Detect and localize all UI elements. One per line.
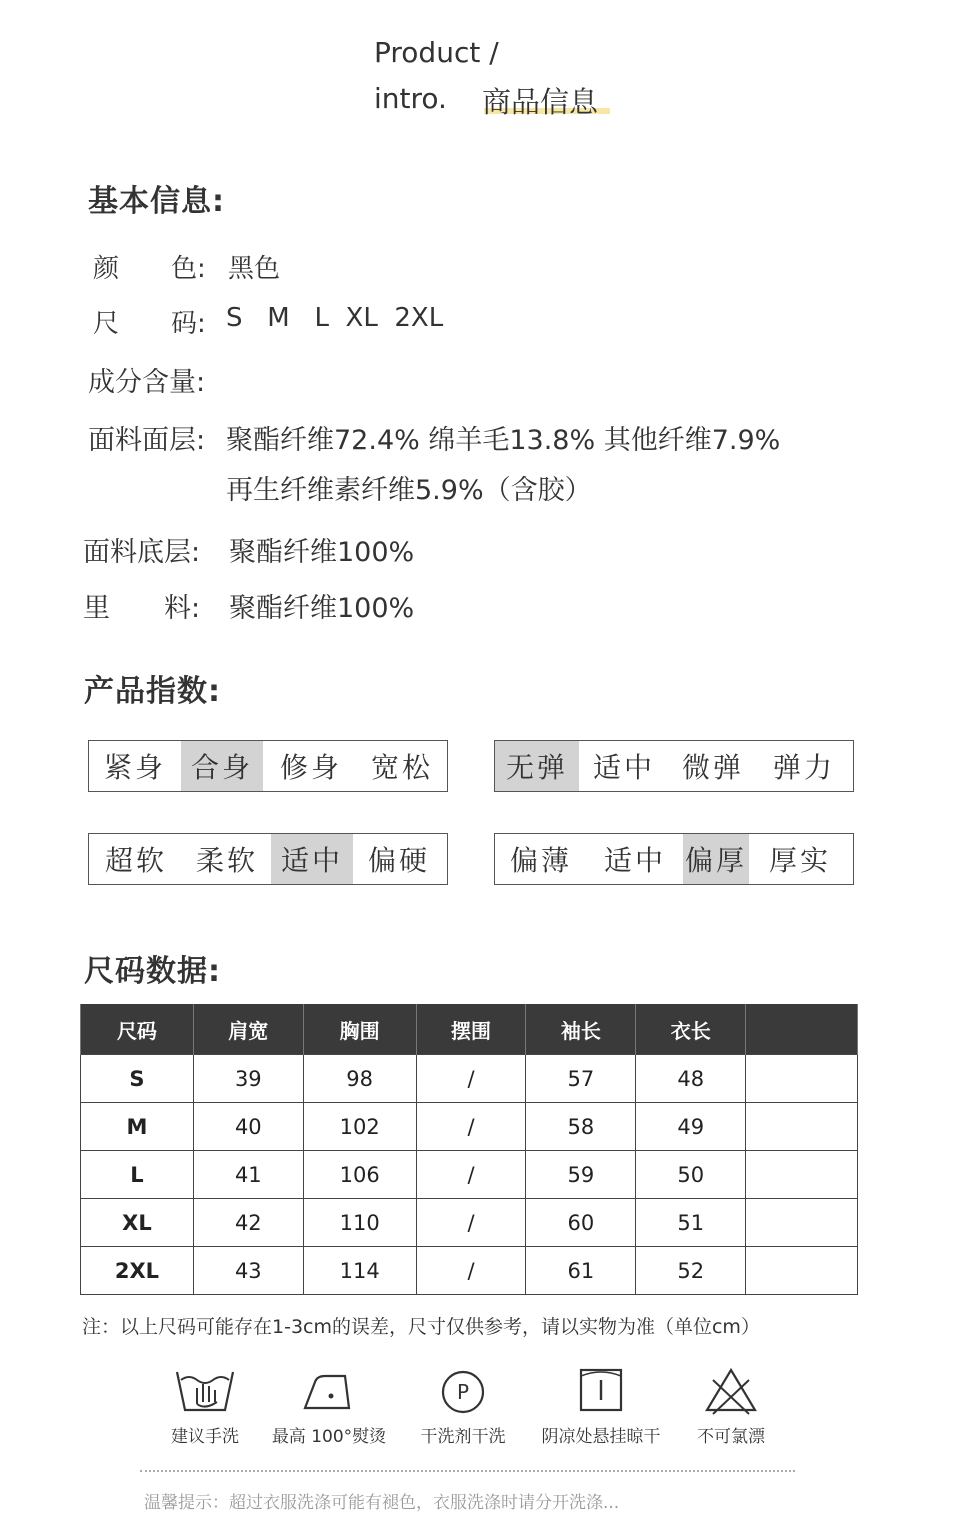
table-row — [81, 1199, 858, 1247]
composition-heading: 成分含量: — [88, 367, 206, 398]
thickness-option: 偏薄 — [509, 844, 572, 877]
fit-option: 紧身 — [103, 751, 166, 784]
outer-layer-line1: 聚酯纤维72.4% 绵羊毛13.8% 其他纤维7.9% — [226, 425, 781, 456]
thickness-option: 适中 — [603, 844, 666, 877]
elasticity-option: 无弹 — [495, 741, 579, 791]
column-header: 肩宽 — [193, 1004, 303, 1055]
table-cell: 48 — [636, 1055, 746, 1103]
basic-info-heading: 基本信息: — [88, 184, 225, 219]
table-row — [81, 1151, 858, 1199]
table-cell: 98 — [303, 1055, 416, 1103]
table-cell — [746, 1055, 858, 1103]
hang-dry-icon — [569, 1366, 633, 1416]
size-table — [80, 1004, 858, 1295]
table-cell: 106 — [303, 1151, 416, 1199]
table-cell: / — [416, 1151, 526, 1199]
iron-icon — [297, 1366, 361, 1416]
base-layer-label: 面料底层: — [83, 537, 201, 568]
care-item-dry-clean — [388, 1366, 538, 1447]
size-table-heading: 尺码数据: — [84, 954, 221, 989]
hand-wash-icon — [173, 1366, 237, 1416]
table-cell — [746, 1199, 858, 1247]
table-cell: 49 — [636, 1103, 746, 1151]
table-cell: 51 — [636, 1199, 746, 1247]
table-cell: 110 — [303, 1199, 416, 1247]
table-row — [81, 1103, 858, 1151]
elasticity-option: 微弹 — [681, 751, 744, 784]
size-table-header-row — [81, 1004, 858, 1055]
table-row — [81, 1055, 858, 1103]
fit-option: 宽松 — [370, 751, 433, 784]
table-cell: 102 — [303, 1103, 416, 1151]
table-cell: / — [416, 1055, 526, 1103]
care-item-no-bleach — [656, 1366, 806, 1447]
table-cell: 40 — [193, 1103, 303, 1151]
dry-clean-icon — [431, 1366, 495, 1416]
table-cell: 61 — [526, 1247, 636, 1295]
column-header: 袖长 — [526, 1004, 636, 1055]
color-value: 黑色 — [228, 254, 281, 284]
care-item-iron — [254, 1366, 404, 1447]
table-cell: L — [81, 1151, 194, 1199]
thickness-option: 偏厚 — [683, 834, 749, 884]
lining-value: 聚酯纤维100% — [229, 593, 415, 624]
softness-scale — [88, 833, 448, 885]
outer-layer-label: 面料面层: — [88, 425, 206, 456]
table-cell: 59 — [526, 1151, 636, 1199]
table-cell: 50 — [636, 1151, 746, 1199]
table-cell — [746, 1103, 858, 1151]
care-label: 最高 100°熨烫 — [271, 1427, 387, 1447]
title-chinese: 商品信息 — [482, 85, 599, 119]
table-row — [81, 1247, 858, 1295]
care-label: 干洗剂干洗 — [420, 1427, 506, 1447]
table-cell: 58 — [526, 1103, 636, 1151]
table-cell: XL — [81, 1199, 194, 1247]
table-cell: 60 — [526, 1199, 636, 1247]
table-cell: 57 — [526, 1055, 636, 1103]
fit-option: 修身 — [279, 751, 342, 784]
base-layer-value: 聚酯纤维100% — [229, 537, 415, 568]
size-note: 注：以上尺码可能存在1-3cm的误差，尺寸仅供参考，请以实物为准（单位cm） — [82, 1316, 760, 1338]
elasticity-option: 弹力 — [772, 751, 835, 784]
thickness-option: 厚实 — [768, 844, 831, 877]
softness-option: 超软 — [104, 844, 167, 877]
elasticity-option: 适中 — [592, 751, 655, 784]
column-header: 衣长 — [636, 1004, 746, 1055]
svg-text:P: P — [456, 1380, 470, 1404]
size-value: S M L XL 2XL — [226, 303, 444, 333]
table-cell — [746, 1247, 858, 1295]
outer-layer-line2: 再生纤维素纤维5.9%（含胶） — [226, 475, 592, 506]
column-header: 胸围 — [303, 1004, 416, 1055]
care-label: 不可氯漂 — [697, 1427, 765, 1447]
care-item-hang-dry — [526, 1366, 676, 1447]
table-cell: 41 — [193, 1151, 303, 1199]
table-cell: / — [416, 1247, 526, 1295]
table-cell: 52 — [636, 1247, 746, 1295]
table-cell: 39 — [193, 1055, 303, 1103]
table-cell: 114 — [303, 1247, 416, 1295]
color-label: 颜 色: — [93, 254, 206, 284]
table-cell: S — [81, 1055, 194, 1103]
table-cell: M — [81, 1103, 194, 1151]
column-header: 尺码 — [81, 1004, 194, 1055]
care-label: 建议手洗 — [171, 1427, 239, 1447]
size-label: 尺 码: — [93, 309, 206, 339]
table-cell — [746, 1151, 858, 1199]
no-bleach-icon — [699, 1366, 763, 1416]
table-cell: 43 — [193, 1247, 303, 1295]
title-english-line1: Product / — [374, 36, 499, 69]
table-cell: / — [416, 1103, 526, 1151]
softness-option: 偏硬 — [367, 844, 430, 877]
lining-label: 里 料: — [83, 593, 201, 624]
divider — [140, 1470, 795, 1472]
column-header — [746, 1004, 858, 1055]
softness-option: 适中 — [271, 834, 353, 884]
table-cell: / — [416, 1199, 526, 1247]
softness-option: 柔软 — [195, 844, 258, 877]
title-english-line2: intro. — [374, 82, 447, 115]
care-label: 阴凉处悬挂晾干 — [541, 1427, 661, 1447]
table-cell: 2XL — [81, 1247, 194, 1295]
footer-tip-cut: 温馨提示：超过衣服洗涤可能有褪色，衣服洗涤时请分开洗涤... — [144, 1493, 620, 1513]
fit-option: 合身 — [181, 741, 263, 791]
thickness-scale — [494, 833, 854, 885]
fit-scale — [88, 740, 448, 792]
index-heading: 产品指数: — [84, 674, 221, 709]
elasticity-scale — [494, 740, 854, 792]
table-cell: 42 — [193, 1199, 303, 1247]
column-header: 摆围 — [416, 1004, 526, 1055]
